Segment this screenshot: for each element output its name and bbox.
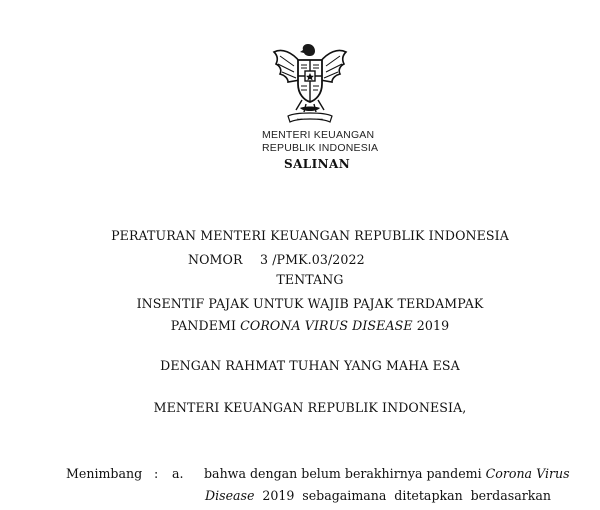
continuation-word: berdasarkan [470,488,551,503]
considering-continuation [205,488,551,503]
subject-prefix: PANDEMI [170,318,241,333]
issuer-line: MENTERI KEUANGAN REPUBLIK INDONESIA, [153,400,467,415]
svg-text:~~~~~~~~: ~~~~~~~~ [296,116,324,122]
continuation-word: 2019 [262,488,295,503]
subject-line-1: INSENTIF PAJAK UNTUK WAJIB PAJAK TERDAMPAK [136,296,484,311]
blessing-line: DENGAN RAHMAT TUHAN YANG MAHA ESA [160,358,460,373]
copy-label: SALINAN [284,157,351,171]
subject-line-2 [0,318,600,333]
number-value: 3 /PMK.03/2022 [260,252,365,267]
regulation-title: PERATURAN MENTERI KEUANGAN REPUBLIK INDONESIA [111,228,509,243]
continuation-word: sebagaimana [302,488,387,503]
considering-italic: Corona Virus [485,466,570,481]
subject-suffix: 2019 [412,318,450,333]
garuda-emblem-icon [270,38,350,128]
considering-text: bahwa dengan belum berakhirnya pandemi [204,466,486,481]
considering-clause [66,466,570,481]
ministry-name-line: MENTERI KEUANGAN [262,129,375,141]
considering-label: Menimbang [66,466,143,481]
considering-colon: : [154,466,159,481]
number-label: NOMOR [188,252,243,267]
point-marker: a. [172,466,184,481]
about-heading: TENTANG [276,272,344,287]
regulation-number [188,252,365,267]
continuation-word: ditetapkan [394,488,463,503]
ministry-header [262,129,378,155]
subject-italic: CORONA VIRUS DISEASE [240,318,413,333]
continuation-italic: Disease [205,488,255,503]
country-name-line: REPUBLIK INDONESIA [262,142,379,154]
